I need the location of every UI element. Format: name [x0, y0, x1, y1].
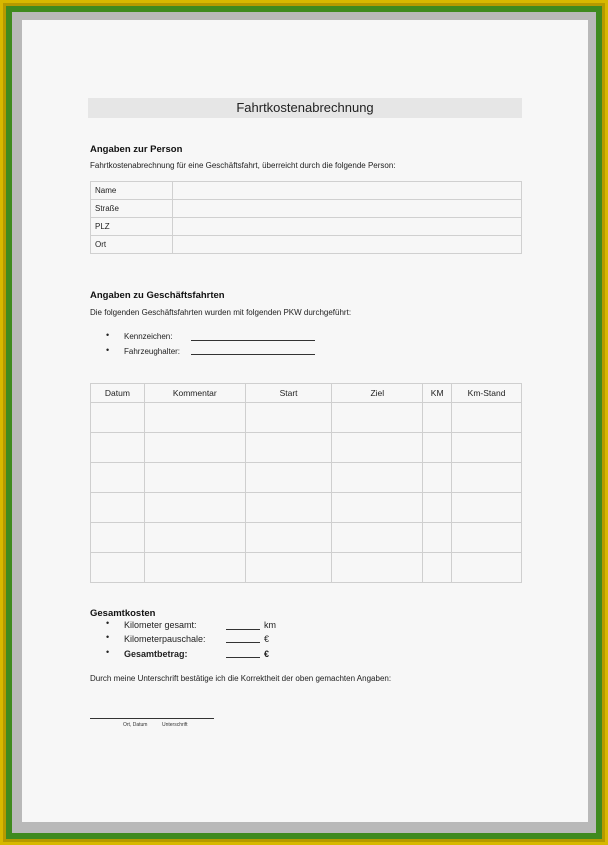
- total-km-input-line[interactable]: [226, 629, 260, 630]
- field-label-city: Ort: [91, 236, 173, 254]
- field-label-name: Name: [91, 182, 173, 200]
- document-page: [22, 20, 588, 822]
- person-table: [90, 181, 522, 254]
- confirmation-text: Durch meine Unterschrift bestätige ich die Korrektheit der oben gemachten Angaben:: [90, 674, 392, 683]
- field-label-street: Straße: [91, 200, 173, 218]
- table-cell[interactable]: [452, 553, 522, 583]
- table-cell[interactable]: [144, 433, 245, 463]
- table-row: [91, 463, 522, 493]
- table-cell[interactable]: [144, 493, 245, 523]
- table-cell[interactable]: [245, 463, 332, 493]
- column-header: Datum: [91, 384, 145, 403]
- table-cell[interactable]: [245, 523, 332, 553]
- plate-label: Kennzeichen:: [124, 332, 173, 341]
- table-row: [91, 200, 522, 218]
- table-row: [91, 523, 522, 553]
- holder-label: Fahrzeughalter:: [124, 347, 181, 356]
- table-cell[interactable]: [423, 403, 452, 433]
- document-title: Fahrtkostenabrechnung: [88, 98, 522, 118]
- total-amount-unit: €: [264, 649, 270, 659]
- trips-intro: Die folgenden Geschäftsfahrten wurden mit folgenden PKW durchgeführt:: [90, 308, 352, 317]
- field-value-name[interactable]: [173, 182, 522, 200]
- table-cell[interactable]: [332, 553, 423, 583]
- column-header: Ziel: [332, 384, 423, 403]
- total-amount-input-line[interactable]: [226, 657, 260, 658]
- table-cell[interactable]: [452, 523, 522, 553]
- table-cell[interactable]: [144, 553, 245, 583]
- trips-heading: Angaben zu Geschäftsfahrten: [90, 290, 225, 301]
- table-cell[interactable]: [423, 553, 452, 583]
- field-label-zip: PLZ: [91, 218, 173, 236]
- total-amount-label: Gesamtbetrag:: [124, 649, 188, 659]
- column-header: Km-Stand: [452, 384, 522, 403]
- table-cell[interactable]: [245, 553, 332, 583]
- table-row: [91, 433, 522, 463]
- total-km-unit: km: [264, 620, 276, 630]
- table-cell[interactable]: [423, 463, 452, 493]
- bullet-icon: •: [106, 345, 110, 355]
- signature-label: Unterschrift: [162, 722, 188, 728]
- bullet-icon: •: [106, 647, 110, 657]
- bullet-icon: •: [106, 618, 110, 628]
- table-cell[interactable]: [144, 523, 245, 553]
- table-row: [91, 182, 522, 200]
- table-cell[interactable]: [332, 493, 423, 523]
- column-header: Kommentar: [144, 384, 245, 403]
- table-cell[interactable]: [332, 403, 423, 433]
- trips-table: [90, 383, 522, 583]
- table-cell[interactable]: [452, 433, 522, 463]
- signature-line[interactable]: [90, 718, 214, 719]
- table-cell[interactable]: [332, 523, 423, 553]
- bullet-icon: •: [106, 330, 110, 340]
- column-header: KM: [423, 384, 452, 403]
- table-cell[interactable]: [245, 433, 332, 463]
- table-cell[interactable]: [144, 463, 245, 493]
- plate-input-line[interactable]: [191, 340, 315, 341]
- table-cell[interactable]: [452, 403, 522, 433]
- table-row: [91, 218, 522, 236]
- field-value-street[interactable]: [173, 200, 522, 218]
- table-row: [91, 236, 522, 254]
- km-rate-label: Kilometerpauschale:: [124, 634, 206, 644]
- field-value-city[interactable]: [173, 236, 522, 254]
- table-row: [91, 553, 522, 583]
- person-heading: Angaben zur Person: [90, 144, 183, 155]
- table-cell[interactable]: [245, 403, 332, 433]
- table-cell[interactable]: [91, 553, 145, 583]
- table-cell[interactable]: [452, 493, 522, 523]
- table-cell[interactable]: [452, 463, 522, 493]
- column-header: Start: [245, 384, 332, 403]
- holder-input-line[interactable]: [191, 354, 315, 355]
- table-cell[interactable]: [332, 433, 423, 463]
- table-cell[interactable]: [423, 433, 452, 463]
- table-cell[interactable]: [91, 523, 145, 553]
- table-cell[interactable]: [423, 523, 452, 553]
- table-cell[interactable]: [423, 493, 452, 523]
- field-value-zip[interactable]: [173, 218, 522, 236]
- km-rate-input-line[interactable]: [226, 642, 260, 643]
- table-cell[interactable]: [91, 433, 145, 463]
- table-row: [91, 403, 522, 433]
- total-km-label: Kilometer gesamt:: [124, 620, 197, 630]
- table-header-row: [91, 384, 522, 403]
- costs-heading: Gesamtkosten: [90, 608, 156, 619]
- table-cell[interactable]: [91, 493, 145, 523]
- table-row: [91, 493, 522, 523]
- place-date-label: Ort, Datum: [123, 722, 148, 728]
- table-cell[interactable]: [332, 463, 423, 493]
- table-cell[interactable]: [245, 493, 332, 523]
- table-cell[interactable]: [91, 463, 145, 493]
- person-intro: Fahrtkostenabrechnung für eine Geschäftsfahrt, überreicht durch die folgende Person:: [90, 161, 396, 170]
- table-cell[interactable]: [91, 403, 145, 433]
- table-cell[interactable]: [144, 403, 245, 433]
- km-rate-unit: €: [264, 634, 270, 644]
- bullet-icon: •: [106, 632, 110, 642]
